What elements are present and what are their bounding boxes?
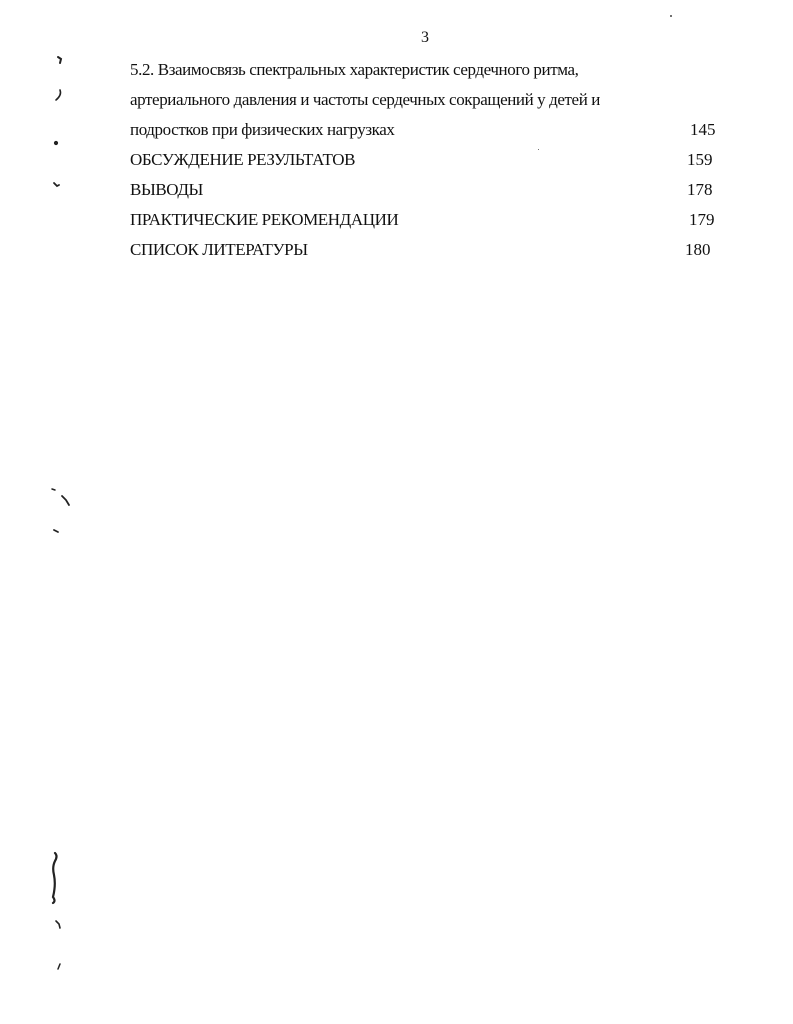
toc-entry-title-line: артериального давления и частоты сердечных сокращений у детей и bbox=[130, 90, 600, 109]
toc-entry-page-number: 179 bbox=[689, 210, 715, 229]
toc-entry-5-2 bbox=[130, 55, 720, 145]
toc-entry-page-number: 159 bbox=[687, 150, 713, 169]
toc-entry-title: СПИСОК ЛИТЕРАТУРЫ bbox=[130, 240, 308, 259]
toc-entry-page-number: 178 bbox=[687, 180, 713, 199]
scan-speck bbox=[670, 15, 672, 17]
toc-entry-title-line: 5.2. Взаимосвязь спектральных характеристик сердечного ритма, bbox=[130, 60, 579, 79]
toc-entry-recommendations bbox=[130, 205, 720, 235]
table-of-contents bbox=[130, 55, 720, 265]
toc-entry-conclusions bbox=[130, 175, 720, 205]
toc-entry-discussion bbox=[130, 145, 720, 175]
toc-entry-title: ВЫВОДЫ bbox=[130, 180, 203, 199]
toc-entry-title: ОБСУЖДЕНИЕ РЕЗУЛЬТАТОВ bbox=[130, 150, 356, 169]
toc-entry-title: ПРАКТИЧЕСКИЕ РЕКОМЕНДАЦИИ bbox=[130, 210, 399, 229]
scan-speck bbox=[538, 149, 539, 150]
toc-entry-title-line: подростков при физических нагрузках bbox=[130, 120, 395, 139]
toc-entry-page-number: 145 bbox=[690, 120, 716, 139]
page-number: 3 bbox=[421, 29, 429, 46]
toc-entry-page-number: 180 bbox=[685, 240, 711, 259]
toc-entry-references bbox=[130, 235, 720, 265]
scan-margin-marks bbox=[0, 0, 100, 1024]
